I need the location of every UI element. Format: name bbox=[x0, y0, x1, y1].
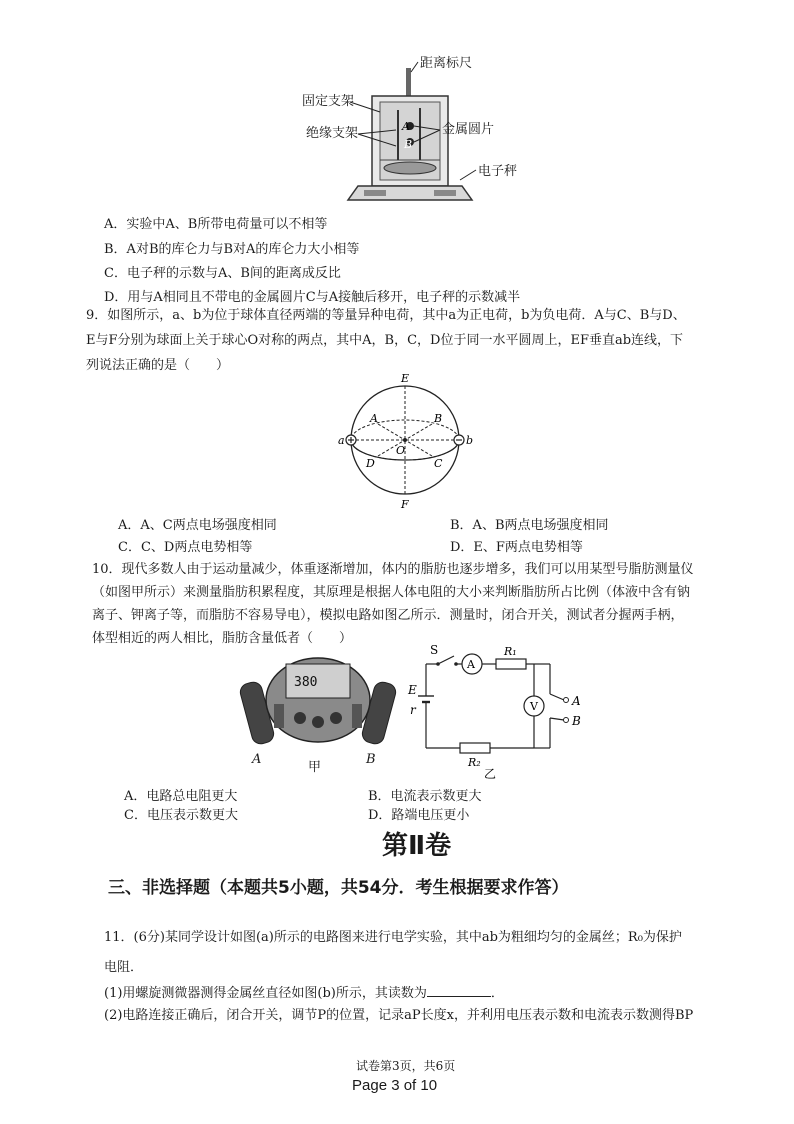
q10-stem-line-4: 体型相近的两人相比，脂肪含量低者（ ） bbox=[92, 631, 353, 646]
q8-option-d: D．用与A相同且不带电的金属圆片C与A接触后移开，电子秤的示数减半 bbox=[104, 290, 521, 305]
sphere-label-b-point: B bbox=[434, 412, 443, 425]
q10-stem-line-3: 离子、钾离子等，而脂肪不容易导电），模拟电路如图乙所示．测量时，闭合开关，测试者分握两手柄， bbox=[92, 608, 684, 623]
q10-option-d: D．路端电压更小 bbox=[368, 808, 470, 823]
circuit-switch-label: S bbox=[430, 643, 439, 657]
circuit-drawing bbox=[400, 642, 600, 782]
circuit-figure bbox=[400, 642, 600, 782]
sphere-label-a-point: A bbox=[370, 412, 378, 425]
q11-line-3 bbox=[104, 983, 504, 1002]
circuit-internal-r-label: r bbox=[410, 703, 416, 717]
q10-stem-line-2: （如图甲所示）来测量脂肪积累程度，其原理是根据人体电阻的大小来判断脂肪所占比例（体液中含有钠 bbox=[92, 585, 691, 600]
page-info: 试卷第3页，共6页 bbox=[356, 1059, 456, 1073]
q8-option-b: B．A对B的库仑力与B对A的库仑力大小相等 bbox=[104, 242, 360, 257]
label-metal-disc: 金属圆片 bbox=[442, 122, 495, 137]
sphere-label-f: F bbox=[401, 498, 409, 511]
circuit-terminal-a-label: A bbox=[572, 694, 581, 708]
fig8-point-a-label: A bbox=[402, 120, 410, 133]
fat-meter-label-a: A bbox=[252, 752, 262, 767]
circuit-r1-label: R₁ bbox=[504, 645, 517, 658]
circuit-terminal-b-label: B bbox=[572, 714, 581, 728]
q11-part1-text: (1)用螺旋测微器测得金属丝直径如图(b)所示，其读数为 bbox=[104, 986, 427, 1001]
fat-meter-label-b: B bbox=[366, 752, 376, 767]
voltmeter-symbol-label: V bbox=[530, 700, 538, 713]
sphere-drawing bbox=[330, 366, 480, 516]
q10-stem-line-1: 10．现代多数人由于运动量减少，体重逐渐增加，体内的脂肪也逐步增多，我们可以用某型号脂肪测量仪 bbox=[92, 562, 694, 577]
sphere-label-d-point: D bbox=[366, 457, 375, 470]
q8-option-a: A．实验中A、B所带电荷量可以不相等 bbox=[104, 217, 328, 232]
fig8-point-b-label: B bbox=[404, 138, 413, 151]
q9-option-b: B．A、B两点电场强度相同 bbox=[450, 518, 609, 533]
q9-stem-line-3: 列说法正确的是（ ） bbox=[86, 358, 230, 373]
volume-title: 第Ⅱ卷 bbox=[382, 831, 452, 861]
circuit-emf-label: E bbox=[408, 683, 417, 697]
page-of: Page 3 of 10 bbox=[352, 1077, 438, 1094]
sphere-figure bbox=[330, 366, 480, 516]
q11-line-4: (2)电路连接正确后，闭合开关，调节P的位置，记录aP长度x，并利用电压表示数和电流表示数测得BP bbox=[104, 1008, 694, 1023]
fat-meter-display-reading: 380 bbox=[294, 675, 318, 690]
sphere-label-c-point: C bbox=[434, 457, 443, 470]
q9-option-a: A．A、C两点电场强度相同 bbox=[118, 518, 277, 533]
q10-option-a: A．电路总电阻更大 bbox=[124, 789, 238, 804]
sphere-label-b-charge: b bbox=[466, 434, 474, 447]
q10-option-b: B．电流表示数更大 bbox=[368, 789, 482, 804]
label-electronic-scale: 电子秤 bbox=[478, 164, 518, 179]
q9-option-c: C．C、D两点电势相等 bbox=[118, 540, 253, 555]
label-ruler: 距离标尺 bbox=[420, 56, 473, 71]
q10-option-c: C．电压表示数更大 bbox=[124, 808, 238, 823]
fat-meter-caption: 甲 bbox=[308, 760, 322, 775]
sphere-label-o: O bbox=[396, 444, 406, 457]
ammeter-symbol-label: A bbox=[467, 658, 475, 671]
q9-stem-line-2: E与F分别为球面上关于球心O对称的两点，其中A，B，C，D位于同一水平圆周上，EF垂直ab连线，下 bbox=[86, 333, 684, 348]
q11-line-2: 电阻． bbox=[104, 960, 144, 975]
sphere-label-a-charge: a bbox=[338, 434, 345, 447]
q8-option-c: C．电子秤的示数与A、B间的距离成反比 bbox=[104, 266, 341, 281]
q9-stem-line-1: 9．如图所示，a、b为位于球体直径两端的等量异种电荷，其中a为正电荷，b为负电荷．A与C、B与D、 bbox=[86, 308, 686, 323]
sphere-label-e: E bbox=[401, 372, 410, 385]
circuit-caption: 乙 bbox=[484, 767, 497, 781]
label-insulating-bracket: 绝缘支架 bbox=[306, 126, 359, 141]
label-fixed-bracket: 固定支架 bbox=[302, 94, 355, 109]
q9-option-d: D．E、F两点电势相等 bbox=[450, 540, 583, 555]
circuit-r2-label: R₂ bbox=[468, 756, 481, 769]
q11-answer-blank[interactable] bbox=[427, 983, 491, 997]
section-title: 三、非选择题（本题共5小题，共54分．考生根据要求作答） bbox=[108, 878, 569, 898]
q11-blank-end: ． bbox=[490, 986, 504, 1001]
q11-line-1: 11．(6分)某同学设计如图(a)所示的电路图来进行电学实验，其中ab为粗细均匀的金属丝；R₀为保护 bbox=[104, 930, 682, 945]
